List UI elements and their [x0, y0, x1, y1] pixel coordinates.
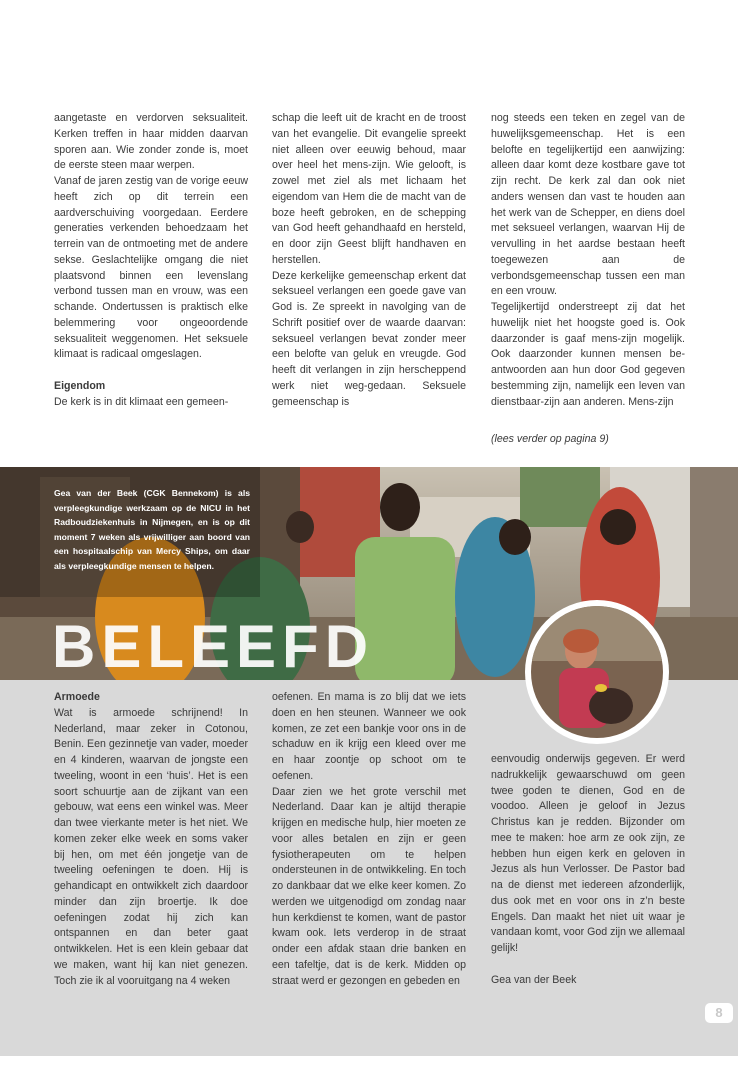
section-heading-armoede: Armoede — [54, 691, 100, 703]
paragraph: oefenen. En mama is zo blij dat we iets doen en hen steunen. Wanneer we ook komen, ze zet een bankje voor ons in de schaduw en ik krijg een kleed over me en haar zoontje op schoot om te oefenen. — [272, 691, 466, 782]
photo-caption: Gea van der Beek (CGK Bennekom) is als verpleegkundige werkzaam op de NICU in het Radboudziekenhuis in Nijmegen, en is op dit moment 7 weken als vrijwilliger aan boord van een hospitaalschip van Mercy Ships, om daar als verpleegkundige mensen te helpen. — [54, 488, 250, 571]
feature-column-2 — [272, 690, 466, 989]
section-title: BELEEFD — [52, 613, 375, 680]
page-number: 8 — [705, 1003, 733, 1023]
paragraph: Wat is armoede schrijnend! In Nederland, maar zeker in Cotonou, Benin. Een gezinnetje van vader, moeder en 4 kinderen, waarvan de jongste een tweeling, woont in een ‘huis’. Het is een soort schuurtje aan de zijkant van een gebouw, wat eens een winkel was. Meer dan twee vierkante meter is het niet. We komen zeker elke week en soms vaker bij hen, om met één jongetje van de tweeling oefeningen te doen. Hij is gehandicapt en ontwikkelt zich daardoor minder dan zijn broertje. Ik doe oefeningen zodat hij zich kan ontspannen en dan beter gaat ontwikkelen. Het is een klein gebaar dat we maken, want hij kan niet genezen. Toch zie ik al vooruitgang na 4 weken — [54, 706, 248, 987]
paragraph: Vanaf de jaren zestig van de vorige eeuw heeft zich op dit terrein een aardverschuiving voorgedaan. Eerdere generaties verkenden behoedzaam het terrein van de ontmoeting met de andere sekse. Geslachtelijke omgang die niet plaatsvond binnen een levenslang verbond tussen man en vrouw, was een schande. Ondertussen is praktisch elke belemmering voor ongeoordende seksualiteit weggenomen. Het seksuele klimaat is radicaal omgeslagen. — [54, 175, 248, 361]
author-portrait — [525, 600, 669, 744]
article-column-1 — [54, 111, 248, 410]
paragraph: aangetaste en verdorven seksualiteit. Kerken treffen in haar midden daarvan sporen aan. Wie zonder zonde is, moet de eerste steen maar werpen. — [54, 112, 248, 172]
paragraph: Tegelijkertijd onderstreept zij dat het huwelijk niet het hoogste goed is. Ook daarzonder is gaaf mens-zijn mogelijk. Ook daarzonder kunnen mensen be-antwoorden aan hun door God gegeven bestemming zijn, namelijk een leven van dienstbaar-zijn aan anderen. Mens-zijn — [491, 301, 685, 408]
paragraph: eenvoudig onderwijs gegeven. Er werd nadrukkelijk gewaarschuwd om geen twee goden te dienen, God en de voodoo. Alleen je geloof in Jezus Christus kan je redden. Bijzonder om mee te maken: hoe arm ze ook zijn, ze hebben hun eigen kerk en geloven in Jezus als hun Verlosser. De Pastor bad na de dienst met iedereen afzonderlijk, dus ook met en voor ons in z’n beste Engels. Dan maakt het niet uit waar je vandaan komt, voor God zijn we allemaal gelijk! — [491, 753, 685, 954]
paragraph: schap die leeft uit de kracht en de troost van het evangelie. Dit evangelie spreekt niet alleen over eeuwig behoud, maar over heel het mens-zijn. Wie gelooft, is zowel met ziel als met lichaam het eigendom van Hem die de macht van de boze heeft gebroken, en de schepping van God heeft gehandhaafd en hersteld, en door zijn Geest blijft handhaven en herstellen. — [272, 112, 466, 266]
paragraph: De kerk is in dit klimaat een gemeen- — [54, 395, 229, 408]
section-heading-eigendom: Eigendom — [54, 379, 106, 392]
paragraph: Daar zien we het grote verschil met Nederland. Daar kan je altijd therapie krijgen en medische hulp, hier moeten ze voor alles betalen en zijn er geen fysiotherapeuten om te helpen ondersteunen in de ontwikkeling. En toch zo dankbaar dat we elke keer komen. Zo werden we uitgenodigd om zondag naar hun kerkdienst te komen, want de pastor kwam ook. Iets verderop in de straat onder een afdak staan drie banken en een tafeltje, dat is de kerk. Midden op straat werd er gezongen en gebeden en — [272, 785, 466, 987]
feature-column-3 — [491, 752, 685, 988]
paragraph: nog steeds een teken en zegel van de huwelijksgemeenschap. Het is een belofte en tegelijkertijd een aanwijzing: alleen daar komt deze kostbare gave tot zijn recht. De kerk zal dan ook niet anders wensen dan vast te houden aan het werk van de Schepper, en diens doel met seksueel verlangen, waarvan Hij de vervulling in het aardse bestaan heeft toegewezen aan de verbondsgemeenschap tussen een man en een vrouw. — [491, 112, 685, 298]
author-signature: Gea van der Beek — [491, 973, 577, 986]
paragraph: Deze kerkelijke gemeenschap erkent dat seksueel verlangen een goede gave van God is. Ze spreekt in navolging van de Schrift positief over de waarde daarvan: seksueel verlangen bevat zonder meer een belofte van geluk en vreugde. God heeft dit verlangen in zijn herscheppend werk niet weg-gedaan. Seksuele gemeenschap is — [272, 269, 466, 408]
article-column-3 — [491, 111, 685, 410]
article-column-2 — [272, 111, 466, 410]
continued-note: (lees verder op pagina 9) — [491, 433, 609, 445]
feature-column-1 — [54, 690, 248, 989]
